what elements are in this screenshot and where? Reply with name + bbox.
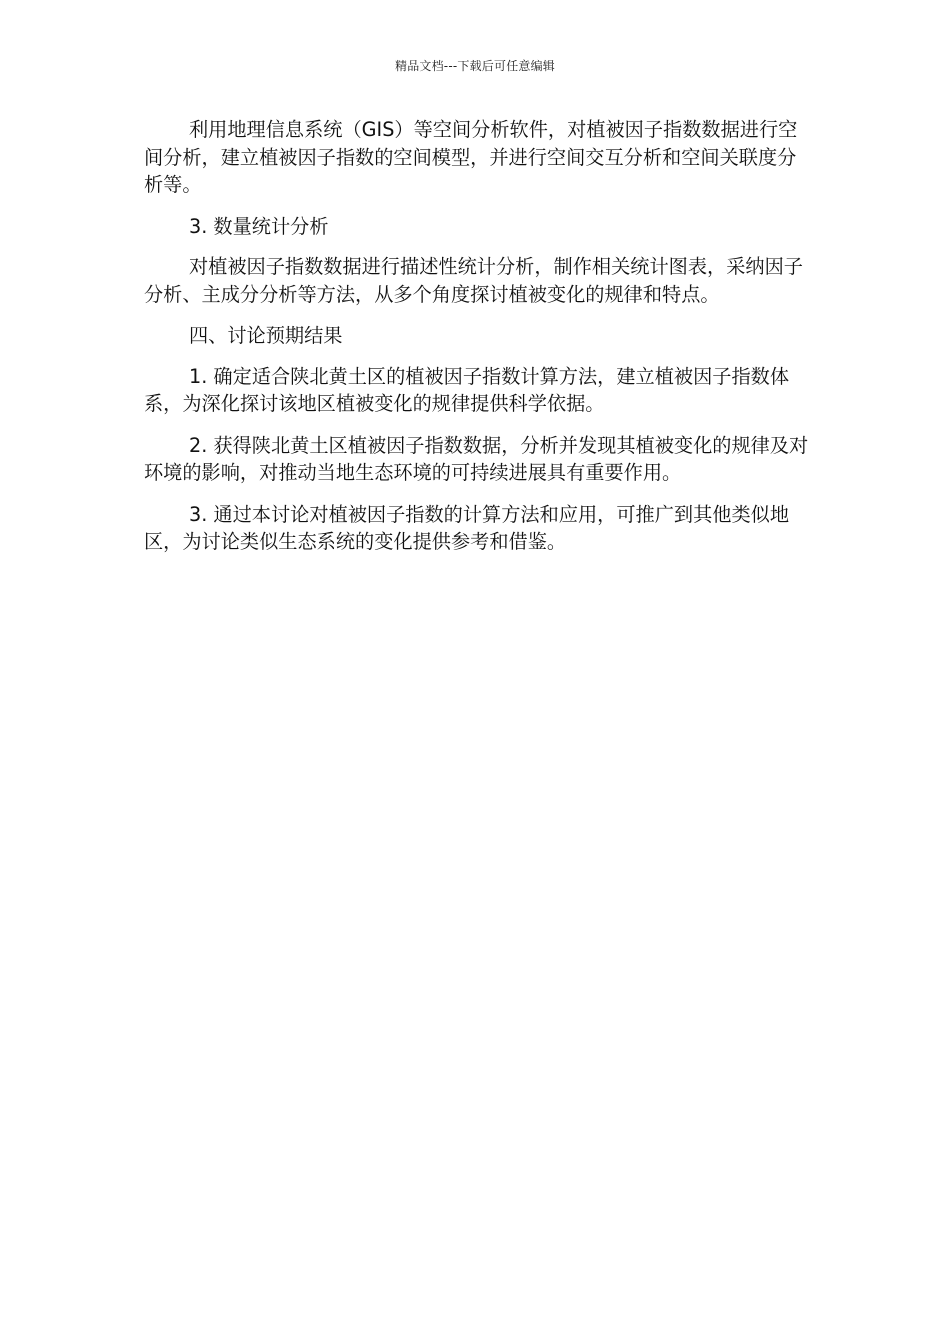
paragraph-statistics: 对植被因子指数数据进行描述性统计分析，制作相关统计图表，采纳因子分析、主成分分析等方法，从多个角度探讨植被变化的规律和特点。: [144, 255, 803, 306]
page-header: 精品文档---下载后可任意编辑: [395, 59, 555, 73]
section-heading-statistics: 3. 数量统计分析: [189, 214, 329, 238]
section-heading-expected-results: 四、讨论预期结果: [189, 324, 343, 347]
paragraph-result-1: 1. 确定适合陕北黄土区的植被因子指数计算方法，建立植被因子指数体系，为深化探讨该地区植被变化的规律提供科学依据。: [144, 364, 790, 415]
document-body: [144, 116, 810, 570]
paragraph-gis-analysis: 利用地理信息系统（GIS）等空间分析软件，对植被因子指数数据进行空间分析，建立植被因子指数的空间模型，并进行空间交互分析和空间关联度分析等。: [144, 118, 798, 196]
paragraph-result-3: 3. 通过本讨论对植被因子指数的计算方法和应用，可推广到其他类似地区，为讨论类似生态系统的变化提供参考和借鉴。: [144, 502, 790, 553]
paragraph-result-2: 2. 获得陕北黄土区植被因子指数数据，分析并发现其植被变化的规律及对环境的影响，对推动当地生态环境的可持续进展具有重要作用。: [144, 433, 809, 484]
